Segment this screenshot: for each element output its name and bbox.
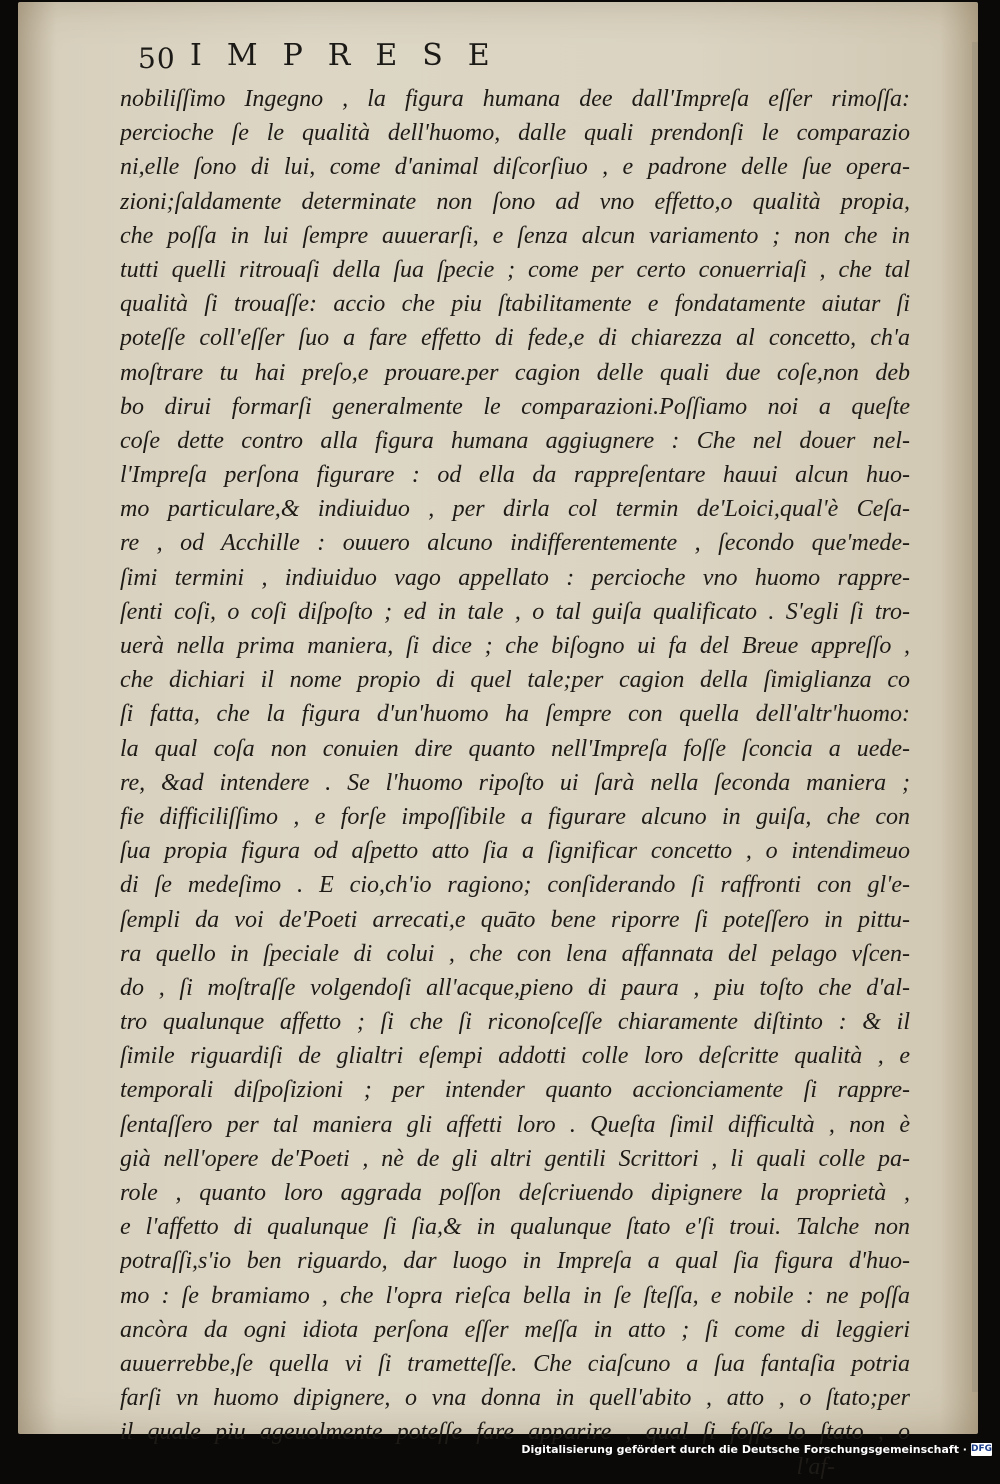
text-line: il quale piu ageuolmente poteſſe fare apparire , qual ſi foſſe lo ſtato , o bbox=[120, 1419, 910, 1446]
text-line: temporali diſpoſizioni ; per intender quanto accionciamente ſi rappre- bbox=[120, 1077, 910, 1104]
digitization-credit bbox=[521, 1440, 992, 1458]
text-line: ſenti coſi, o coſi diſpoſto ; ed in tale , o tal guiſa qualificato . S'egli ſi tro- bbox=[120, 598, 910, 625]
body-text bbox=[120, 82, 910, 1484]
text-line: moſtrare tu hai preſo,e prouare.per cagion delle quali due coſe,non deb bbox=[120, 359, 910, 386]
page-edge-shadow bbox=[972, 42, 978, 1392]
page-number: 50 bbox=[138, 42, 176, 75]
text-line: nobiliſſimo Ingegno , la figura humana dee dall'Impreſa eſſer rimoſſa: bbox=[120, 86, 910, 112]
text-line: coſe dette contro alla figura humana aggiugnere : Che nel douer nel- bbox=[120, 427, 910, 454]
text-line: ſentaſſero per tal maniera gli affetti loro . Queſta ſimil difficultà , non è bbox=[120, 1111, 910, 1138]
catchword: l'af- bbox=[796, 1453, 835, 1480]
text-line: farſi vn huomo dipignere, o vna donna in quell'abito , atto , o ſtato;per bbox=[120, 1385, 910, 1412]
text-line: mo : ſe bramiamo , che l'opra rieſca bella in ſe ſteſſa, e nobile : ne poſſa bbox=[120, 1282, 910, 1309]
text-line: che poſſa in lui ſempre auuerarſi, e ſenza alcun variamento ; non che in bbox=[120, 222, 910, 249]
text-line: tutti quelli ritrouaſi della ſua ſpecie ; come per certo conuerriaſi , che tal bbox=[120, 256, 910, 283]
text-line: ſempli da voi de'Poeti arrecati,e quāto bene riporre ſi poteſſero in pittu- bbox=[120, 906, 910, 933]
text-line: do , ſi moſtraſſe volgendoſi all'acque,pieno di paura , piu toſto che d'al- bbox=[120, 974, 910, 1001]
text-line: zioni;ſaldamente determinate non ſono ad vno effetto,o qualità propia, bbox=[120, 188, 910, 215]
text-line: re, &ad intendere . Se l'huomo ripoſto ui ſarà nella ſeconda maniera ; bbox=[120, 769, 910, 796]
text-line: di ſe medeſimo . E cio,ch'io ragiono; conſiderando ſi raffronti con gl'e- bbox=[120, 872, 910, 899]
text-line: ni,elle ſono di lui, come d'animal diſcorſiuo , e padrone delle ſue opera- bbox=[120, 154, 910, 181]
text-line: potraſſi,s'io ben riguardo, dar luogo in Impreſa a qual ſia figura d'huo- bbox=[120, 1248, 910, 1275]
text-line: mo particulare,& indiuiduo , per dirla col termin de'Loici,qual'è Ceſa- bbox=[120, 496, 910, 523]
credit-text: Digitalisierung gefördert durch die Deutsche Forschungsgemeinschaft · bbox=[521, 1442, 967, 1456]
page-header bbox=[138, 38, 698, 82]
text-line: ſimi termini , indiuiduo vago appellato : percioche vno huomo rappre- bbox=[120, 564, 910, 591]
text-line: uerà nella prima maniera, ſi dice ; che biſogno ui fa del Breue appreſſo , bbox=[120, 633, 910, 659]
text-line: re , od Acchille : ouuero alcuno indifferentemente , ſecondo que'mede- bbox=[120, 530, 910, 557]
text-line: ſimile riguardiſi de glialtri eſempi addotti colle loro deſcritte qualità , e bbox=[120, 1043, 910, 1070]
text-line: auuerrebbe,ſe quella vi ſi trametteſſe. Che ciaſcuno a ſua fantaſia potria bbox=[120, 1350, 910, 1377]
text-line: l'Impreſa perſona figurare : od ella da rappreſentare hauui alcun huo- bbox=[120, 462, 910, 489]
text-line: ancòra da ogni idiota perſona eſſer meſſa in atto ; ſi come di leggieri bbox=[120, 1316, 910, 1343]
text-line: e l'affetto di qualunque ſi ſia,& in qualunque ſtato e'ſi troui. Talche non bbox=[120, 1214, 910, 1241]
running-title: IMPRESE bbox=[190, 38, 515, 73]
text-line: bo dirui formarſi generalmente le comparazioni.Poſſiamo noi a queſte bbox=[120, 393, 910, 420]
text-line: la qual coſa non conuien dire quanto nell'Impreſa foſſe ſconcia a uede- bbox=[120, 735, 910, 762]
text-line: poteſſe coll'eſſer ſuo a fare effetto di fede,e di chiarezza al concetto, ch'a bbox=[120, 325, 910, 352]
text-line: fie difficiliſſimo , e forſe impoſſibile a figurare alcuno in guiſa, che con bbox=[120, 803, 910, 830]
text-line: che dichiari il nome propio di quel tale;per cagion della ſimiglianza co bbox=[120, 667, 910, 694]
text-line: tro qualunque affetto ; ſi che ſi riconoſceſſe chiaramente diſtinto : & il bbox=[120, 1009, 910, 1036]
text-line: role , quanto loro aggrada poſſon deſcriuendo dipignere la proprietà , bbox=[120, 1180, 910, 1206]
text-line: ra quello in ſpeciale di colui , che con lena affannata del pelago vſcen- bbox=[120, 940, 910, 967]
text-line: percioche ſe le qualità dell'huomo, dalle quali prendonſi le comparazio bbox=[120, 120, 910, 147]
text-line: qualità ſi trouaſſe: accio che piu ſtabilitamente e fondatamente aiutar ſi bbox=[120, 291, 910, 318]
text-line: ſua propia figura od aſpetto atto ſia a ſignificar concetto , o intendimeuo bbox=[120, 838, 910, 865]
text-line: ſi fatta, che la figura d'un'huomo ha ſempre con quella dell'altr'huomo: bbox=[120, 701, 910, 728]
text-line: già nell'opere de'Poeti , nè de gli altri gentili Scrittori , li quali colle pa- bbox=[120, 1145, 910, 1172]
dfg-logo: DFG bbox=[970, 1444, 992, 1454]
